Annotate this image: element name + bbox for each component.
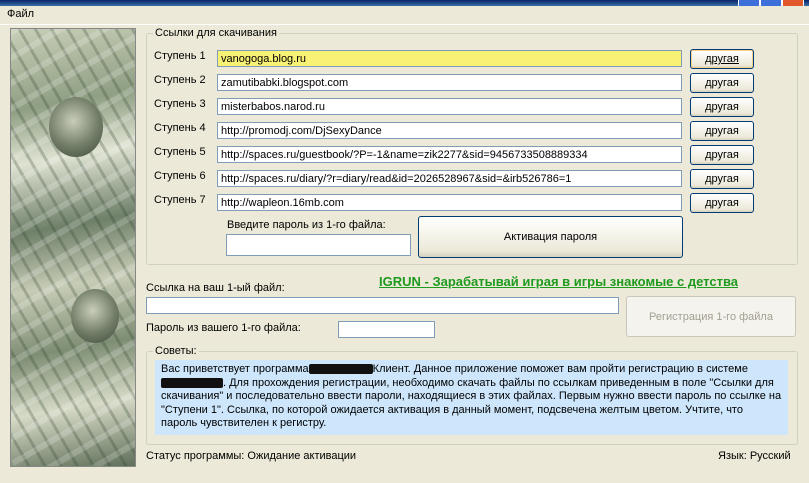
step-label: Ступень 4 xyxy=(154,122,206,134)
tips-part3: . Для прохождения регистрации, необходимо скачать файлы по ссылкам приведенным в поле "Ссылки для скачивания" и последовательно ввести пароли, находящиеся в этих файлах. Первым нужно ввести пароль по ссылке на "Ступени 1". Ссылка, по которой ожидается активация в данный момент, подсвечена желтым цветом. Учтите, что пароль чувствителен к регистру. xyxy=(161,376,782,429)
step-url-field[interactable]: http://wapleon.16mb.com xyxy=(217,194,682,211)
other-link-button[interactable]: другая xyxy=(690,97,754,117)
file-link-input[interactable] xyxy=(146,297,619,314)
menu-bar xyxy=(0,6,809,25)
other-link-button-label: другая xyxy=(705,53,739,65)
step-url-field[interactable]: http://promodj.com/DjSexyDance xyxy=(217,122,682,139)
file-password-input[interactable] xyxy=(338,321,435,338)
step-label: Ступень 2 xyxy=(154,74,206,86)
other-link-button[interactable]: другая xyxy=(690,169,754,189)
password-label: Введите пароль из 1-го файла: xyxy=(227,219,386,231)
step-url-field[interactable]: http://spaces.ru/diary/?r=diary/read&id=2026528967&sid=&irb526786=1 xyxy=(217,170,682,187)
tips-text xyxy=(155,360,788,435)
status-text: Статус программы: Ожидание активации xyxy=(146,450,357,462)
other-link-button[interactable]: другая xyxy=(690,193,754,213)
step-label: Ступень 6 xyxy=(154,170,206,182)
step-label: Ступень 7 xyxy=(154,194,206,206)
step-url-field[interactable]: vanogoga.blog.ru xyxy=(217,50,682,67)
banknote-portrait xyxy=(71,289,119,343)
password-input[interactable] xyxy=(226,234,411,256)
file-password-label: Пароль из вашего 1-го файла: xyxy=(146,322,301,334)
redacted-name xyxy=(161,378,223,388)
links-group-legend: Ссылки для скачивания xyxy=(155,27,277,39)
other-link-button[interactable]: другая xyxy=(690,73,754,93)
tips-part1: Вас приветствует программа xyxy=(161,363,309,375)
tips-legend: Советы: xyxy=(155,345,197,357)
activate-password-button[interactable]: Активация пароля xyxy=(418,216,683,258)
other-link-button[interactable] xyxy=(690,49,754,69)
step-url-field[interactable]: misterbabos.narod.ru xyxy=(217,98,682,115)
tips-part2: Клиент. Данное приложение поможет вам пройти регистрацию в системе xyxy=(372,363,748,375)
step-label: Ступень 5 xyxy=(154,146,206,158)
money-image xyxy=(10,28,136,467)
other-link-button[interactable]: другая xyxy=(690,121,754,141)
step-url-field[interactable]: http://spaces.ru/guestbook/?P=-1&name=zik2277&sid=9456733508889334 xyxy=(217,146,682,163)
language-text[interactable]: Язык: Русский xyxy=(718,450,791,462)
step-label: Ступень 1 xyxy=(154,50,206,62)
other-link-button[interactable]: другая xyxy=(690,145,754,165)
redacted-name xyxy=(309,364,373,374)
banknote-portrait xyxy=(49,97,103,157)
ad-link[interactable]: IGRUN - Зарабатывай играя в игры знакомые с детства xyxy=(379,274,739,289)
file-link-label: Ссылка на ваш 1-ый файл: xyxy=(146,282,285,294)
register-file-button[interactable]: Регистрация 1-го файла xyxy=(626,296,796,337)
step-label: Ступень 3 xyxy=(154,98,206,110)
step-url-field[interactable]: zamutibabki.blogspot.com xyxy=(217,74,682,91)
menu-file[interactable]: Файл xyxy=(7,8,35,20)
